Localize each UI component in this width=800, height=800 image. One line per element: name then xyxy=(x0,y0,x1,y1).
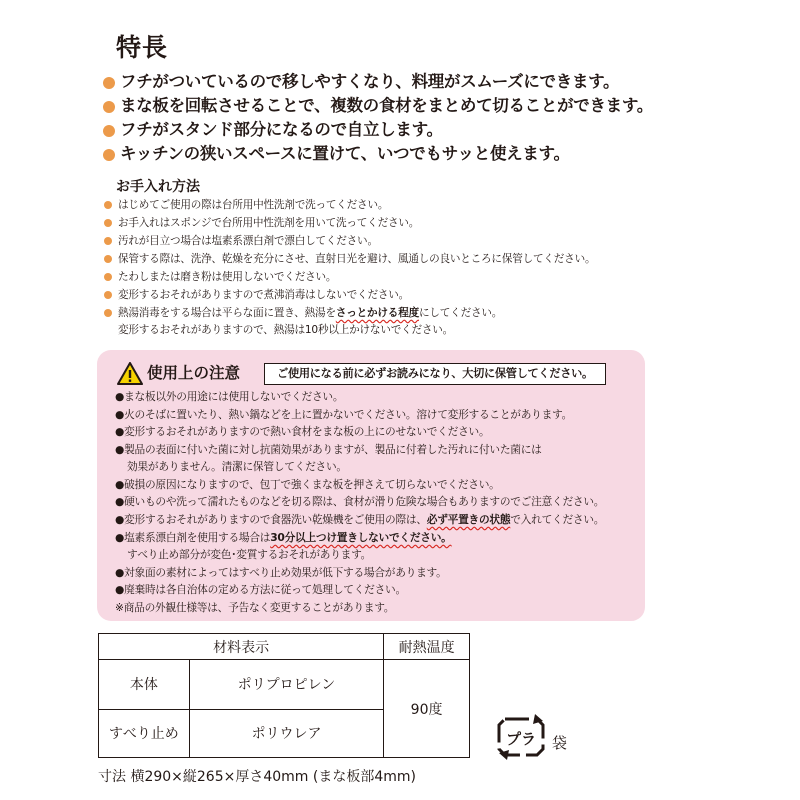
caution-item-dishwasher: ●変形するおそれがありますので食器洗い乾燥機をご使用の際は、必ず平置きの状態で入れてください。 xyxy=(115,513,605,526)
features-title: 特長 xyxy=(116,33,169,62)
part-cell: すべり止め xyxy=(99,709,190,757)
heat-header: 耐熱温度 xyxy=(384,634,470,660)
bullet-dot-icon xyxy=(104,201,112,209)
part-cell: 本体 xyxy=(99,660,190,709)
bullet-dot-icon xyxy=(103,149,115,161)
bullet-dot-icon xyxy=(103,125,115,137)
recycle-mark-text: プラ xyxy=(505,730,537,748)
feature-item: フチがスタンド部分になるので自立します。 xyxy=(103,116,443,140)
recycle-mark xyxy=(497,713,545,761)
bullet-dot-icon xyxy=(104,273,112,281)
caution-item: ●硬いものや洗って濡れたものなどを切る際は、食材が滑り危険な場合もありますのでご注意ください。 xyxy=(115,495,605,508)
bullet-dot-icon xyxy=(104,255,112,263)
bullet-dot-icon xyxy=(104,309,112,317)
caution-note: ※商品の外観仕様等は、予告なく変更することがあります。 xyxy=(115,601,395,614)
caution-item: ●製品の表面に付いた菌に対し抗菌効果がありますが、製品に付着した汚れに付いた菌には xyxy=(115,443,542,456)
caution-item-bleach: ●塩素系漂白剤を使用する場合は30分以上つけ置きしないでください。 xyxy=(115,531,452,544)
feature-item: まな板を回転させることで、複数の食材をまとめて切ることができます。 xyxy=(103,92,653,116)
caution-item-continuation: 効果がありません。清潔に保管してください。 xyxy=(127,460,347,473)
caution-item: ●廃棄時は各自治体の定める方法に従って処理してください。 xyxy=(115,583,406,596)
caution-item: ●まな板以外の用途には使用しないでください。 xyxy=(115,390,344,403)
care-title: お手入れ方法 xyxy=(116,179,200,195)
bullet-dot-icon xyxy=(104,237,112,245)
care-item-continuation: 変形するおそれがありますので、熱湯は10秒以上かけないでください。 xyxy=(118,324,454,336)
care-item: 保管する際は、洗浄、乾燥を充分にさせ、直射日光を避け、風通しの良いところに保管してください。 xyxy=(104,251,595,266)
care-item: 汚れが目立つ場合は塩素系漂白剤で漂白してください。 xyxy=(104,233,378,248)
recycle-arrows-icon xyxy=(497,713,545,761)
care-item-hot-water: 熱湯消毒をする場合は平らな面に置き、熱湯をさっとかける程度にしてください。 xyxy=(104,305,502,320)
feature-item: キッチンの狭いスペースに置けて、いつでもサッと使えます。 xyxy=(103,140,570,164)
bullet-dot-icon xyxy=(103,101,115,113)
caution-item: ●変形するおそれがありますので熱い食材をまな板の上にのせないでください。 xyxy=(115,425,490,438)
material-cell: ポリプロピレン xyxy=(189,660,383,709)
care-item: 変形するおそれがありますので煮沸消毒はしないでください。 xyxy=(104,287,409,302)
bullet-dot-icon xyxy=(103,77,115,89)
caution-subtitle: ご使用になる前に必ずお読みになり、大切に保管してください。 xyxy=(264,363,606,385)
caution-item: ●火のそばに置いたり、熱い鍋などを上に置かないでください。溶けて変形することがあります。 xyxy=(115,408,573,421)
care-item: はじめてご使用の際は台所用中性洗剤で洗ってください。 xyxy=(104,197,388,212)
material-cell: ポリウレア xyxy=(189,709,383,757)
caution-heading: 使用上の注意 xyxy=(117,361,240,385)
materials-header: 材料表示 xyxy=(99,634,384,660)
dimensions-text: 寸法 横290×縦265×厚さ40mm (まな板部4mm) xyxy=(98,769,417,785)
materials-table xyxy=(98,633,470,758)
feature-item: フチがついているので移しやすくなり、料理がスムーズにできます。 xyxy=(103,68,619,92)
care-item: たわしまたは磨き粉は使用しないでください。 xyxy=(104,269,336,284)
warning-icon xyxy=(117,362,143,385)
caution-item: ●破損の原因になりますので、包丁で強くまな板を押さえて切らないでください。 xyxy=(115,478,500,491)
care-item: お手入れはスポンジで台所用中性洗剤を用いて洗ってください。 xyxy=(104,215,419,230)
caution-item: ●対象面の素材によってはすべり止め効果が低下する場合があります。 xyxy=(115,566,447,579)
caution-item-continuation: すべり止め部分が変色･変質するおそれがあります。 xyxy=(127,548,372,561)
heat-value-cell: 90度 xyxy=(384,660,470,758)
bullet-dot-icon xyxy=(104,291,112,299)
recycle-label: 袋 xyxy=(552,734,568,752)
bullet-dot-icon xyxy=(104,219,112,227)
